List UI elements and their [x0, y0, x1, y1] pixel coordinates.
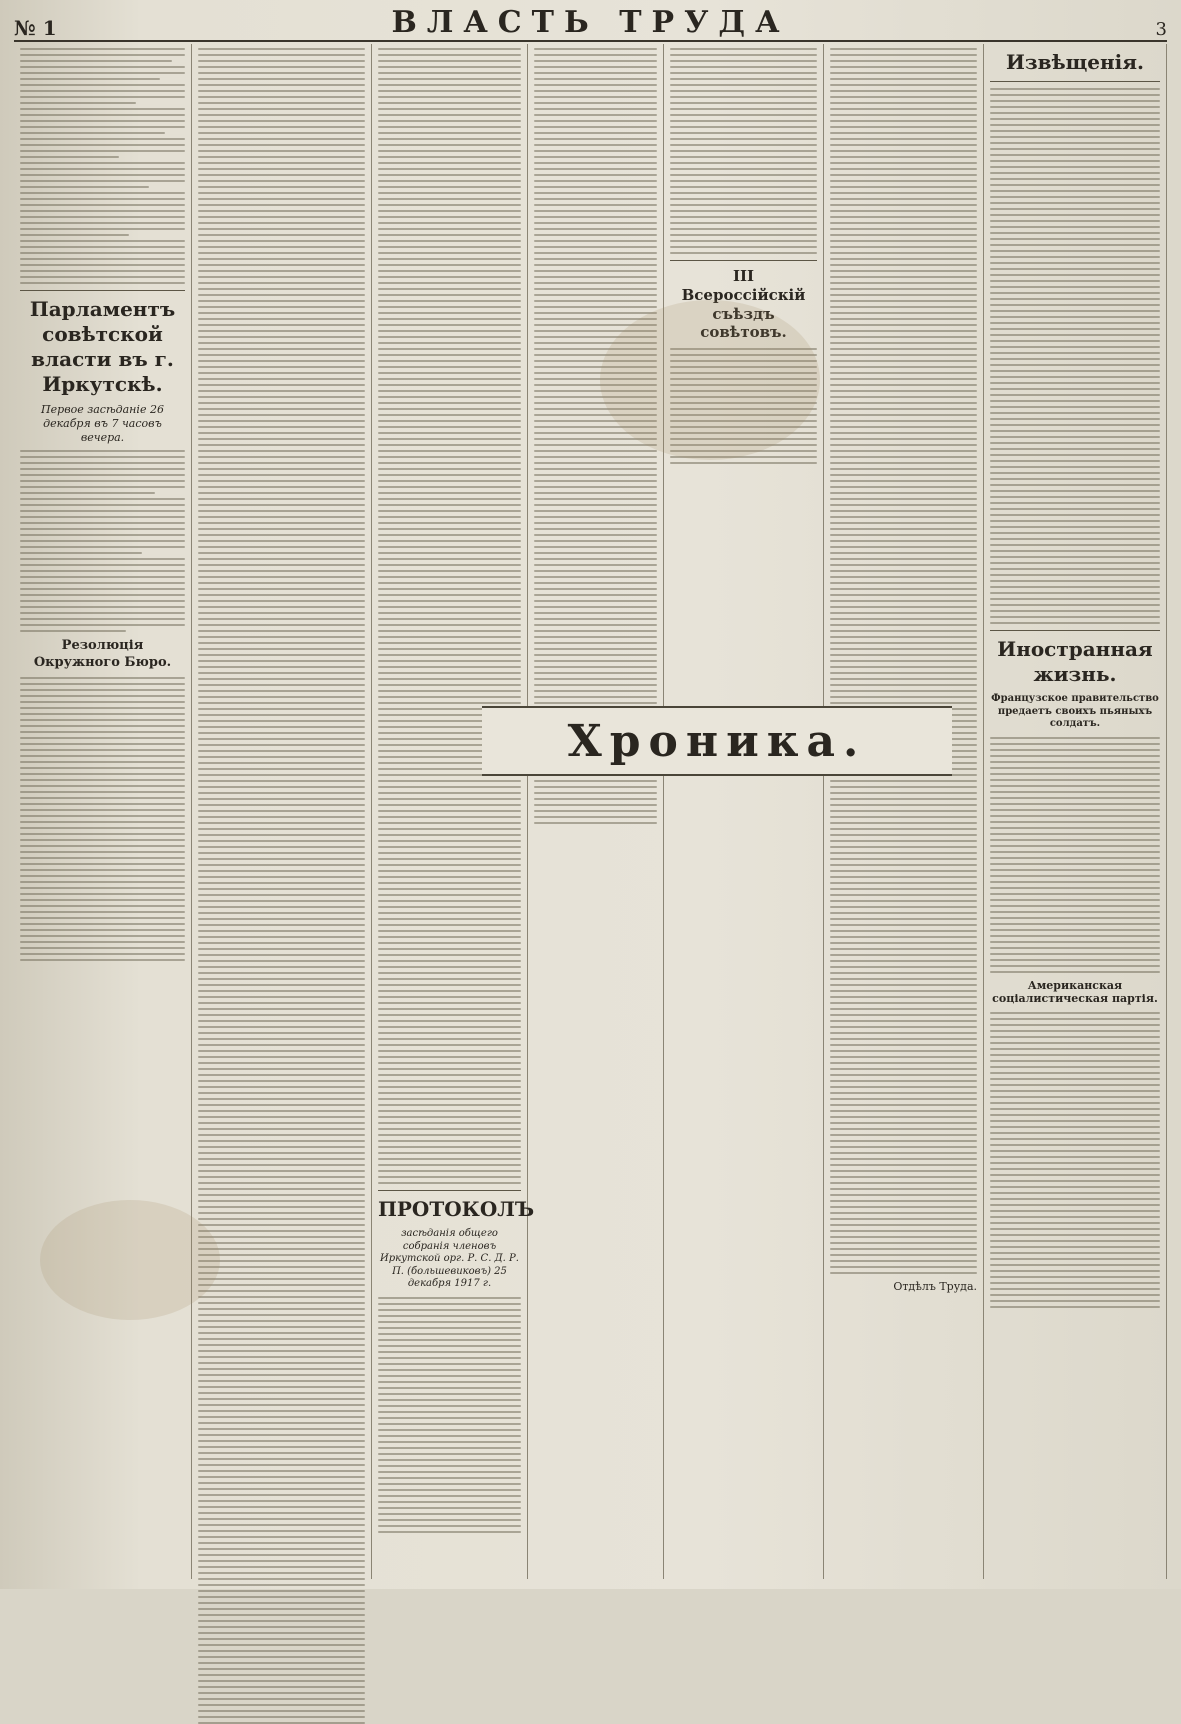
american-party-heading: Американская соціалистическая партія. — [992, 978, 1158, 1006]
notices-heading: Извѣщенія. — [1006, 50, 1144, 74]
protocol-subheading: засѣданія общего собранія членовъ Иркутской орг. Р. С. Д. Р. П. (большевиковъ) 25 декабря 1917 г. — [380, 1228, 519, 1289]
column-7 — [984, 44, 1167, 1579]
chronicle-heading: Хроника. — [567, 715, 867, 767]
text-block — [990, 1012, 1160, 1308]
columns — [14, 44, 1167, 1579]
page-number: 3 — [1155, 19, 1167, 40]
article-heading: Парламентъ совѣтской власти въ г. Иркутскѣ. — [29, 297, 176, 396]
text-block — [990, 88, 1160, 624]
text-block — [830, 48, 977, 1274]
masthead — [14, 5, 1167, 42]
text-block — [670, 48, 817, 254]
text-block — [378, 48, 521, 1184]
article-subheading: Первое засѣданіе 26 декабря въ 7 часовъ вечера. — [41, 403, 164, 444]
foreign-life-subheading: Французское правительство предаетъ своихъ пьяныхъ солдатъ. — [991, 693, 1159, 729]
column-1 — [14, 44, 192, 1579]
column-3 — [372, 44, 535, 1579]
column-2 — [192, 44, 372, 1579]
newspaper-title: ВЛАСТЬ ТРУДА — [391, 5, 790, 40]
column-5 — [664, 44, 824, 1579]
foreign-life-heading: Иностранная жизнь. — [997, 637, 1153, 686]
text-block — [198, 48, 365, 1724]
text-block — [378, 1297, 521, 1533]
paper-stain — [40, 1200, 220, 1320]
text-block — [990, 737, 1160, 973]
signoff: Отдѣлъ Труда. — [893, 1280, 977, 1293]
text-block — [20, 450, 185, 632]
congress-heading: III Всероссійскій съѣздъ совѣтовъ. — [681, 267, 806, 342]
column-6 — [824, 44, 984, 1579]
text-block — [20, 48, 185, 284]
protocol-heading: ПРОТОКОЛЪ — [378, 1197, 535, 1221]
paper-stain — [600, 300, 820, 460]
text-block — [20, 677, 185, 961]
issue-number: № 1 — [14, 16, 57, 40]
chronicle-banner — [482, 706, 952, 776]
section-heading: Резолюція Окружного Бюро. — [33, 638, 172, 670]
column-4 — [528, 44, 664, 1579]
